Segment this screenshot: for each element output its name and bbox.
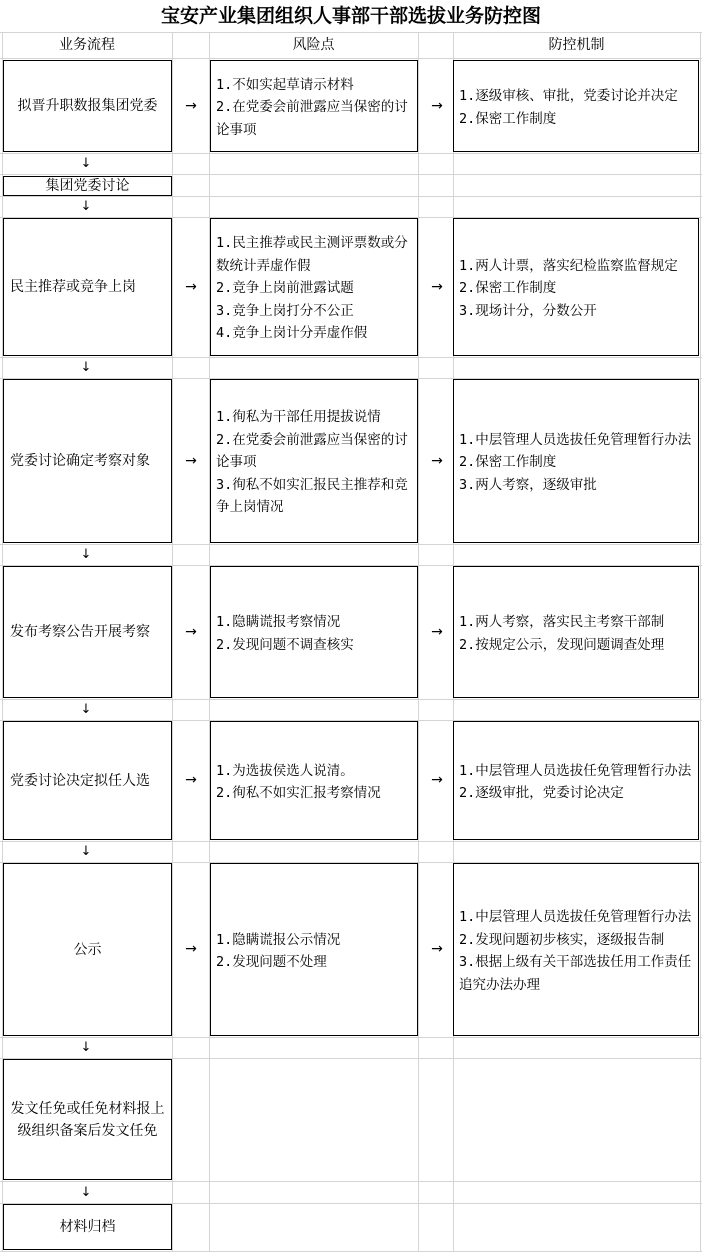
process-box: [3, 1059, 172, 1180]
process-label: 发布考察公告开展考察: [10, 624, 150, 640]
arrow-right-icon: →: [185, 941, 197, 957]
control-item: 2.发现问题初步核实，逐级报告制: [459, 931, 665, 948]
process-label: 党委讨论确定考察对象: [10, 453, 150, 469]
process-label: 材料归档: [59, 1219, 116, 1235]
arrow-right-icon: →: [185, 98, 197, 114]
risk-item: 2.发现问题不处理: [216, 954, 327, 970]
control-box: [453, 218, 699, 356]
risk-item: 2.发现问题不调查核实: [216, 636, 354, 653]
control-box: [453, 566, 699, 698]
control-item: 3.根据上级有关干部选拔任用工作责任追究办法办理: [459, 954, 692, 993]
control-item: 3.两人考察，逐级审批: [459, 476, 597, 493]
process-box: [3, 566, 172, 698]
control-item: 1.两人计票，落实纪检监察监督规定: [459, 257, 678, 274]
control-box: [453, 60, 699, 152]
risk-item: 3.徇私不如实汇报民主推荐和竞争上岗情况: [216, 476, 408, 516]
process-label: 党委讨论决定拟任人选: [10, 772, 150, 789]
arrow-right-icon: →: [431, 453, 443, 469]
arrow-right-icon: →: [431, 98, 443, 114]
control-box: [453, 379, 699, 543]
process-box: [3, 379, 172, 543]
control-item: 2.保密工作制度: [459, 110, 557, 127]
process-label: 集团党委讨论: [45, 178, 130, 194]
arrow-right-icon: →: [185, 772, 197, 788]
control-item: 2.按规定公示，发现问题调查处理: [459, 636, 665, 653]
arrow-down-icon: ↓: [80, 547, 92, 562]
process-label: 发文任免或任免材料报上级组织备案后发文任免: [10, 1100, 165, 1139]
arrow-right-icon: →: [185, 624, 197, 640]
process-label: 拟晋升职数报集团党委: [17, 98, 158, 114]
arrow-right-icon: →: [185, 453, 197, 469]
arrow-down-icon: ↓: [80, 844, 92, 859]
arrow-down-icon: ↓: [80, 156, 92, 171]
risk-item: 1.徇私为干部任用提拔说情: [216, 409, 381, 426]
arrow-right-icon: →: [185, 279, 197, 295]
page-title: 宝安产业集团组织人事部干部选拔业务防控图: [160, 5, 541, 27]
process-box: [3, 218, 172, 356]
control-item: 1.中层管理人员选拔任免管理暂行办法: [459, 909, 692, 925]
process-box: [3, 863, 172, 1036]
arrow-right-icon: →: [431, 624, 443, 640]
risk-box: [210, 218, 418, 356]
arrow-right-icon: →: [431, 279, 443, 295]
risk-box: [210, 379, 418, 543]
risk-box: [210, 566, 418, 698]
header-risk: 风险点: [292, 37, 335, 53]
risk-item: 2.在党委会前泄露应当保密的讨论事项: [216, 99, 408, 138]
risk-item: 2.在党委会前泄露应当保密的讨论事项: [216, 431, 408, 471]
arrow-down-icon: ↓: [80, 360, 92, 375]
process-box: [3, 1204, 172, 1250]
risk-item: 4.竞争上岗计分弄虚作假: [216, 325, 368, 342]
risk-item: 2.徇私不如实汇报考察情况: [216, 785, 381, 801]
risk-box: [210, 721, 418, 840]
risk-item: 1.隐瞒谎报考察情况: [216, 614, 341, 630]
control-item: 1.中层管理人员选拔任免管理暂行办法: [459, 431, 692, 448]
arrow-down-icon: ↓: [80, 1040, 92, 1055]
process-label: 公示: [73, 941, 102, 958]
header-control: 防控机制: [548, 37, 605, 53]
risk-item: 1.民主推荐或民主测评票数或分数统计弄虚作假: [216, 235, 408, 274]
arrow-right-icon: →: [431, 772, 443, 788]
control-item: 1.中层管理人员选拔任免管理暂行办法: [459, 762, 692, 779]
header-process: 业务流程: [59, 37, 115, 53]
control-item: 1.两人考察，落实民主考察干部制: [459, 614, 665, 630]
arrow-down-icon: ↓: [80, 199, 92, 214]
process-box: [3, 721, 172, 840]
process-box: [3, 176, 172, 196]
control-box: [453, 863, 699, 1036]
arrow-down-icon: ↓: [80, 702, 92, 717]
arrow-down-icon: ↓: [80, 1185, 92, 1200]
control-item: 2.逐级审批，党委讨论决定: [459, 785, 624, 801]
process-box: [3, 60, 172, 152]
control-item: 2.保密工作制度: [459, 454, 557, 471]
control-item: 1.逐级审核、审批，党委讨论并决定: [459, 88, 678, 104]
risk-item: 1.隐瞒谎报公示情况: [216, 931, 341, 948]
control-item: 3.现场计分，分数公开: [459, 302, 597, 319]
control-box: [453, 721, 699, 840]
risk-item: 1.为选拔侯选人说清。: [216, 762, 354, 779]
risk-item: 2.竞争上岗前泄露试题: [216, 280, 354, 297]
control-item: 2.保密工作制度: [459, 280, 557, 297]
risk-item: 3.竞争上岗打分不公正: [216, 302, 354, 319]
process-label: 民主推荐或竞争上岗: [10, 279, 136, 295]
risk-box: [210, 60, 418, 152]
arrow-right-icon: →: [431, 941, 443, 957]
risk-item: 1.不如实起草请示材料: [216, 76, 354, 93]
risk-box: [210, 863, 418, 1036]
